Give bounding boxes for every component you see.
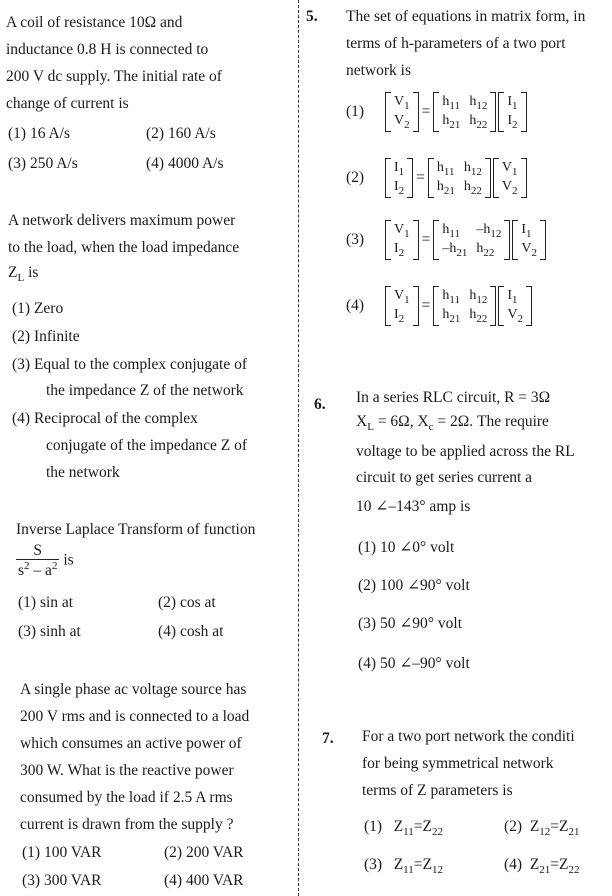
q2-option-4-cont: conjugate of the impedance Z of bbox=[46, 437, 247, 454]
matrix: $h_{11}$ $-h_{12}$ $-h_{21}$ $h_{22}$ bbox=[433, 220, 510, 260]
q2-option-1[interactable]: (1) Zero bbox=[12, 300, 64, 317]
q5-text-line: network is bbox=[346, 62, 412, 79]
q6-text-line: 10 ∠–143° amp is bbox=[356, 498, 471, 515]
q1-option-4[interactable]: (4) 4000 A/s bbox=[146, 155, 224, 172]
q2-zl-line: $Z_L$ is bbox=[8, 264, 39, 284]
q1-option-3[interactable]: (3) 250 A/s bbox=[8, 155, 78, 172]
matrix: $I_1$ $I_2$ bbox=[498, 92, 526, 132]
q1-text-line: 200 V dc supply. The initial rate of bbox=[6, 68, 222, 85]
q7-option-4[interactable]: (4) $Z_{21}=Z_{22}$ bbox=[504, 856, 580, 876]
q5-option-2[interactable]: (2) $I_1$ $I_2$ = $h_{11}$ $h_{12}$ $h_{21}$ $h_{22}$ $V_1$ $V_2$ bbox=[346, 158, 528, 198]
q6-option-1[interactable]: (1) 10 ∠0° volt bbox=[358, 539, 455, 556]
column-divider bbox=[298, 0, 299, 896]
matrix: $V_1$ $V_2$ bbox=[493, 158, 527, 198]
q2-text-line: A network delivers maximum power bbox=[8, 212, 236, 229]
q5-text-line: The set of equations in matrix form, in bbox=[346, 8, 586, 25]
q4-option-4[interactable]: (4) 400 VAR bbox=[164, 872, 244, 889]
matrix: $I_1$ $V_2$ bbox=[512, 220, 546, 260]
q3-fraction: $\frac{S}{s^2 - a^2}$ bbox=[18, 542, 58, 580]
matrix: $h_{11}$ $h_{12}$ $h_{21}$ $h_{22}$ bbox=[428, 158, 491, 198]
q1-option-2[interactable]: (2) 160 A/s bbox=[146, 125, 216, 142]
q1-option-1[interactable]: (1) 16 A/s bbox=[8, 125, 70, 142]
q6-text-line: circuit to get series current a bbox=[356, 469, 533, 486]
q5-option-4[interactable]: (4) $V_1$ $I_2$ = $h_{11}$ $h_{12}$ $h_{21}$ $h_{22}$ $I_1$ $V_2$ bbox=[346, 286, 533, 326]
q6-number: 6. bbox=[314, 396, 326, 413]
q6-option-2[interactable]: (2) 100 ∠90° volt bbox=[358, 577, 470, 594]
q2-option-3-cont: the impedance Z of the network bbox=[46, 382, 244, 399]
q2-text-line: to the load, when the load impedance bbox=[8, 239, 240, 256]
q6-option-4[interactable]: (4) 50 ∠–90° volt bbox=[358, 655, 470, 672]
q4-text-line: 300 W. What is the reactive power bbox=[20, 762, 234, 779]
q3-option-1[interactable]: (1) sin at bbox=[18, 594, 74, 611]
q5-text-line: terms of h-parameters of a two port bbox=[346, 35, 566, 52]
q1-text-line: inductance 0.8 H is connected to bbox=[6, 41, 209, 58]
matrix: $V_1$ $I_2$ bbox=[385, 286, 419, 326]
matrix: $h_{11}$ $h_{12}$ $h_{21}$ $h_{22}$ bbox=[433, 92, 496, 132]
q2-option-2[interactable]: (2) Infinite bbox=[12, 328, 80, 345]
q7-text-line: For a two port network the conditi bbox=[362, 728, 575, 745]
matrix: $h_{11}$ $h_{12}$ $h_{21}$ $h_{22}$ bbox=[433, 286, 496, 326]
q6-text-line: voltage to be applied across the RL bbox=[356, 443, 575, 460]
q2-option-4[interactable]: (4) Reciprocal of the complex bbox=[12, 410, 198, 427]
q7-option-2[interactable]: (2) $Z_{12}=Z_{21}$ bbox=[504, 818, 580, 838]
q6-text-line: In a series RLC circuit, R = 3Ω bbox=[356, 389, 551, 406]
matrix: $V_1$ $I_2$ bbox=[385, 220, 419, 260]
q7-number: 7. bbox=[322, 730, 334, 747]
q7-text-line: for being symmetrical network bbox=[362, 755, 554, 772]
q4-option-3[interactable]: (3) 300 VAR bbox=[22, 872, 102, 889]
matrix: $V_1$ $V_2$ bbox=[385, 92, 419, 132]
q3-option-2[interactable]: (2) cos at bbox=[158, 594, 216, 611]
q6-option-3[interactable]: (3) 50 ∠90° volt bbox=[358, 615, 462, 632]
q4-option-2[interactable]: (2) 200 VAR bbox=[164, 844, 244, 861]
q4-text-line: which consumes an active power of bbox=[20, 735, 242, 752]
q1-text-line: change of current is bbox=[6, 95, 129, 112]
q4-option-1[interactable]: (1) 100 VAR bbox=[22, 844, 102, 861]
q4-text-line: 200 V rms and is connected to a load bbox=[20, 708, 250, 725]
q4-text-line: current is drawn from the supply ? bbox=[20, 816, 234, 833]
q4-text-line: A single phase ac voltage source has bbox=[20, 681, 247, 698]
q2-option-4-cont: the network bbox=[46, 464, 120, 481]
q2-option-3[interactable]: (3) Equal to the complex conjugate of bbox=[12, 356, 248, 373]
q5-option-3[interactable]: (3) $V_1$ $I_2$ = $h_{11}$ $-h_{12}$ $-h_{21}$ $h_{22}$ $I_1$ $V_2$ bbox=[346, 220, 547, 260]
q5-option-1[interactable]: (1) $V_1$ $V_2$ = $h_{11}$ $h_{12}$ $h_{21}$ $h_{22}$ $I_1$ $I_2$ bbox=[346, 92, 528, 132]
q6-text-line: $X_L = 6\Omega$, $X_c = 2\Omega$. The require bbox=[356, 413, 549, 433]
matrix: $I_1$ $V_2$ bbox=[498, 286, 532, 326]
q7-option-3[interactable]: (3) $Z_{11}=Z_{12}$ bbox=[364, 856, 443, 876]
q4-text-line: consumed by the load if 2.5 A rms bbox=[20, 789, 233, 806]
q7-text-line: terms of Z parameters is bbox=[362, 782, 513, 799]
q3-text-line: Inverse Laplace Transform of function bbox=[16, 521, 256, 538]
q5-number: 5. bbox=[306, 8, 318, 25]
q7-option-1[interactable]: (1) $Z_{11}=Z_{22}$ bbox=[364, 818, 443, 838]
q1-text-line: A coil of resistance 10Ω and bbox=[6, 14, 183, 31]
q3-option-3[interactable]: (3) sinh at bbox=[18, 623, 81, 640]
matrix: $I_1$ $I_2$ bbox=[385, 158, 413, 198]
q3-option-4[interactable]: (4) cosh at bbox=[158, 623, 224, 640]
q3-fraction-line: $\frac{S}{s^2 - a^2}$ is bbox=[18, 542, 74, 580]
